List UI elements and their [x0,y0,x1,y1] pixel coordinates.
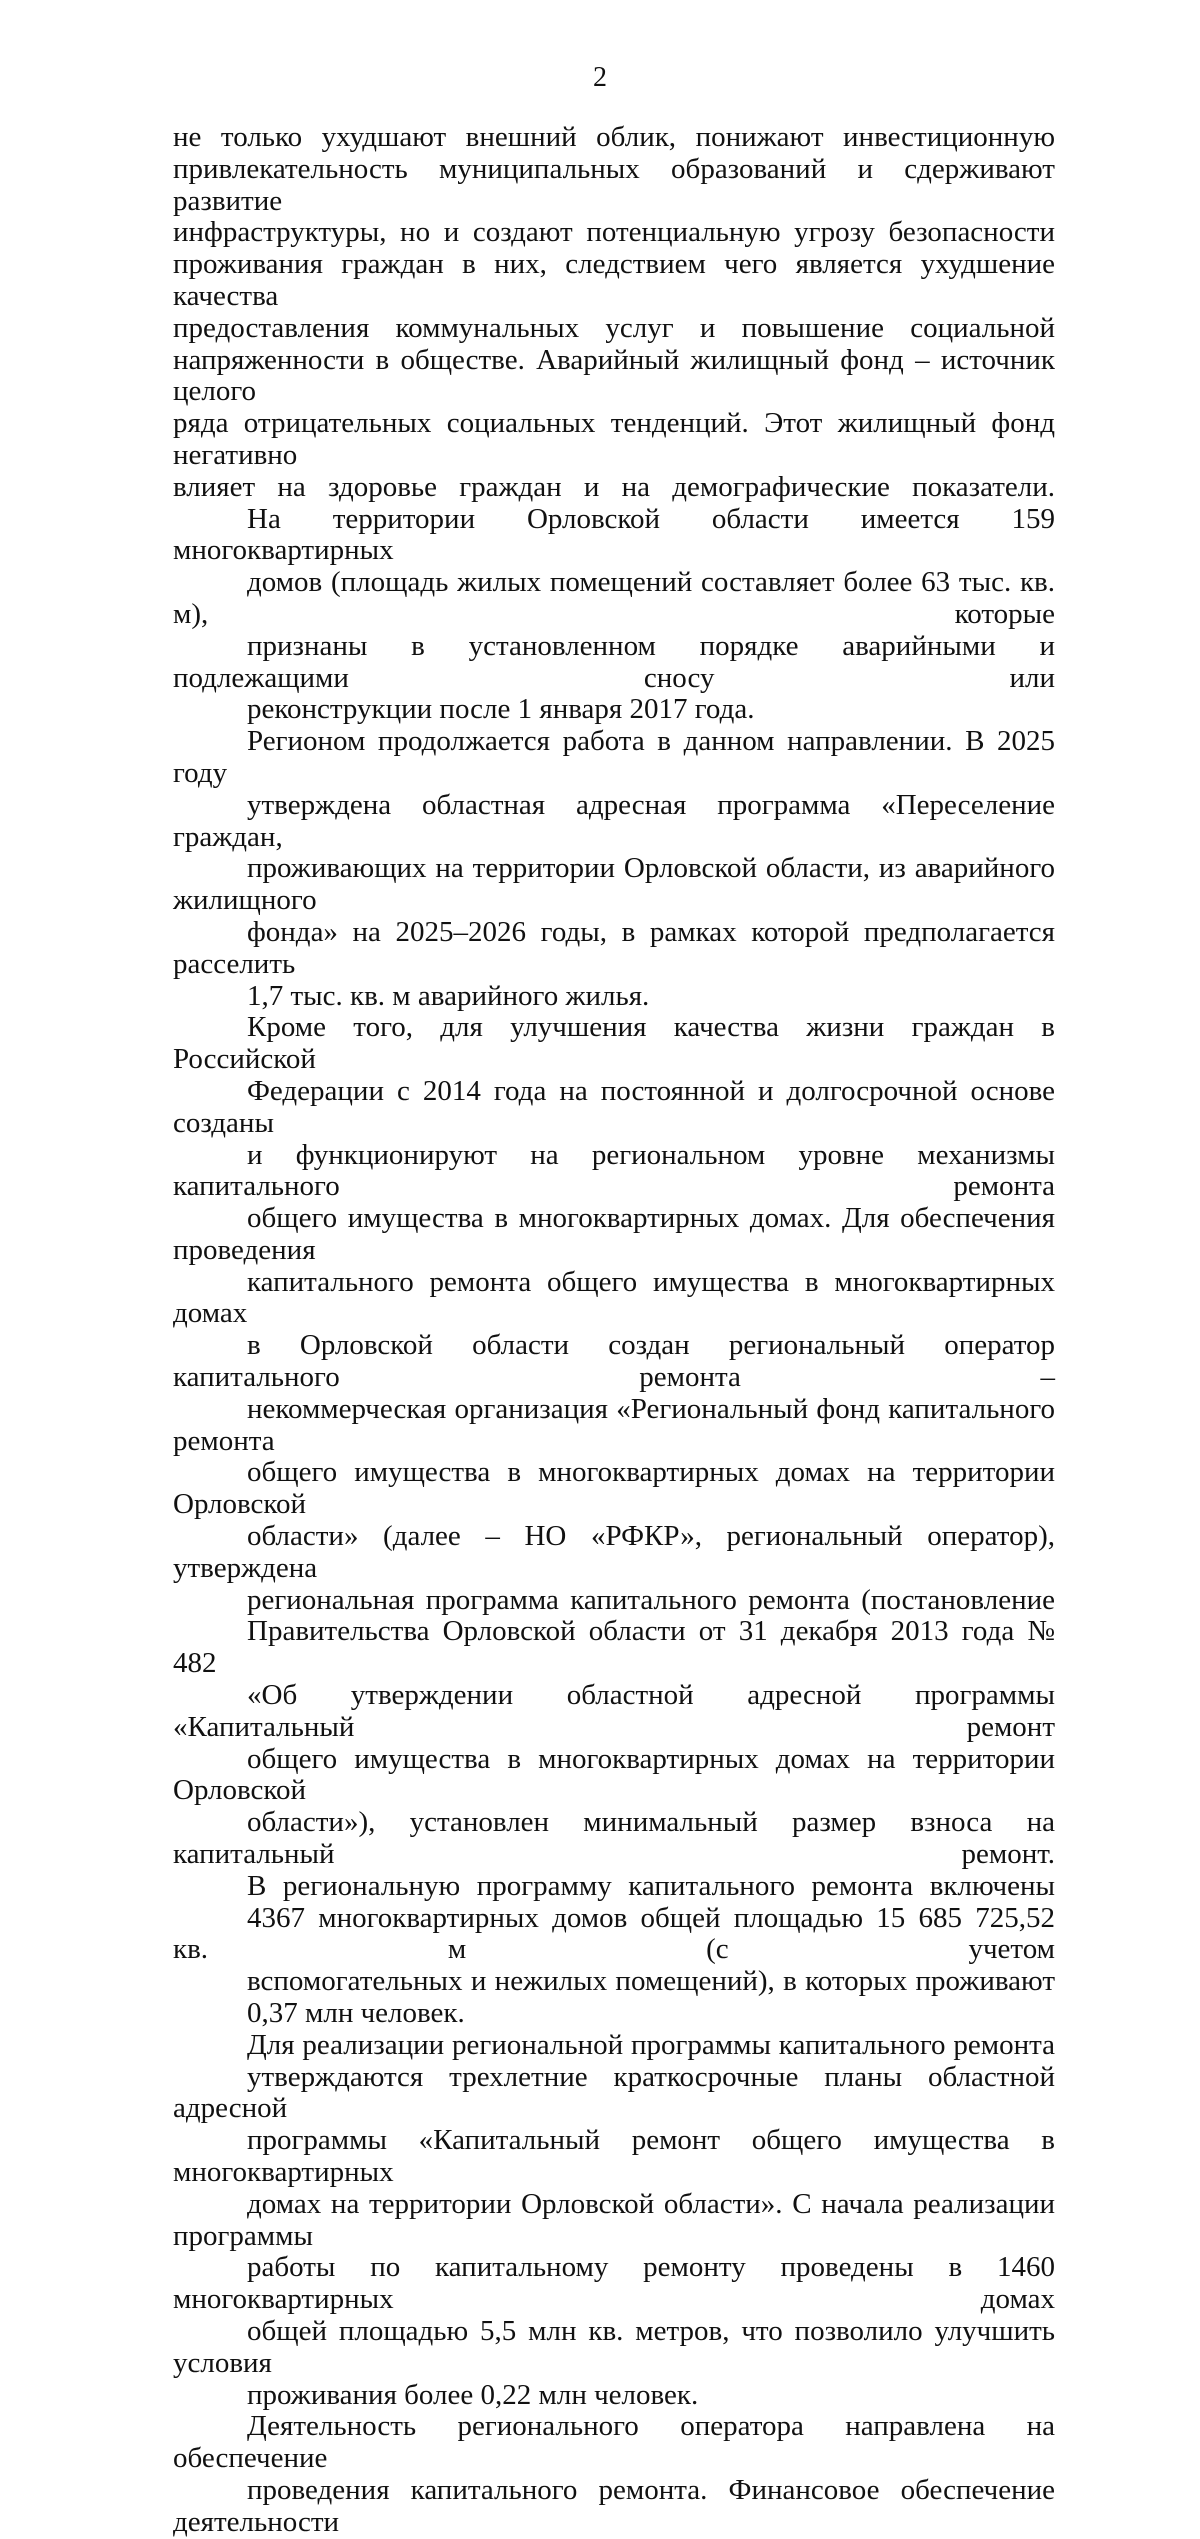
paragraph-1 [173,122,1055,504]
document-line: в Орловской области создан региональный оператор капитального ремонта – [173,1329,1055,1394]
document-line: реконструкции после 1 января 2017 года. [247,693,755,726]
document-line: фонда» на 2025–2026 годы, в рамках которой предполагается расселить [173,915,1055,980]
document-line: предоставления коммунальных услуг и повышение социальной [173,311,1055,344]
document-line: проживания граждан в них, следствием чего является ухудшение качества [173,248,1055,312]
document-line: напряженности в обществе. Аварийный жилищный фонд – источник целого [173,343,1055,408]
document-line: На территории Орловской области имеется 159 многоквартирных [173,502,1055,567]
document-line: утверждаются трехлетние краткосрочные планы областной адресной [173,2060,1055,2125]
document-line: капитального ремонта общего имущества в многоквартирных домах [173,1265,1055,1330]
document-line: В региональную программу капитального ремонта включены [247,1869,1055,1902]
document-line: домах на территории Орловской области». С начала реализации программы [173,2187,1055,2252]
document-line: 1,7 тыс. кв. м аварийного жилья. [247,979,650,1012]
document-line: влияет на здоровье граждан и на демографические показатели. [173,470,1055,503]
document-line: области»), установлен минимальный размер взноса на капитальный ремонт. [173,1806,1055,1871]
document-line: Регионом продолжается работа в данном направлении. В 2025 году [173,725,1055,789]
document-line: Для реализации региональной программы капитального ремонта [247,2028,1055,2061]
document-line: утверждена областная адресная программа «Переселение граждан, [173,788,1055,853]
document-line: привлекательность муниципальных образований и сдерживают развитие [173,152,1055,217]
document-line: работы по капитальному ремонту проведены в 1460 многоквартирных домах [173,2251,1055,2316]
paragraph-5 [173,1871,1055,2030]
document-line: Федерации с 2014 года на постоянной и долгосрочной основе созданы [173,1074,1055,1139]
document-line: 0,37 млн человек. [247,1997,465,2030]
paragraph-2 [173,504,1055,727]
document-line: Деятельность регионального оператора направлена на обеспечение [173,2410,1055,2475]
document-line: инфраструктуры, но и создают потенциальную угрозу безопасности [173,216,1055,249]
document-line: и функционируют на региональном уровне механизмы капитального ремонта [173,1138,1055,1203]
document-line: общего имущества в многоквартирных домах на территории Орловской [173,1742,1055,1807]
document-line: общей площадью 5,5 млн кв. метров, что позволило улучшить условия [173,2314,1055,2379]
document-line: вспомогательных и нежилых помещений), в которых проживают [247,1965,1055,1998]
paragraph-6 [173,2030,1055,2412]
document-line: «Об утверждении областной адресной программы «Капитальный ремонт [173,1679,1055,1743]
document-line: проживающих на территории Орловской области, из аварийного жилищного [173,852,1055,917]
paragraph-3 [173,726,1055,1012]
document-line: общего имущества в многоквартирных домах. Для обеспечения проведения [173,1202,1055,1266]
document-body [173,122,1055,2539]
document-line: региональная программа капитального ремонта (постановление [247,1583,1055,1616]
paragraph-7 [173,2411,1055,2538]
document-line: ряда отрицательных социальных тенденций. Этот жилищный фонд негативно [173,407,1055,471]
document-line: Кроме того, для улучшения качества жизни граждан в Российской [173,1011,1055,1076]
document-line: домов (площадь жилых помещений составляет более 63 тыс. кв. м), которые [173,566,1055,630]
document-line: некоммерческая организация «Региональный фонд капитального ремонта [173,1392,1055,1457]
document-line: области» (далее – НО «РФКР», региональный оператор), утверждена [173,1520,1055,1584]
document-line: Правительства Орловской области от 31 декабря 2013 года № 482 [173,1615,1055,1680]
document-line: признаны в установленном порядке аварийными и подлежащими сносу или [173,629,1055,694]
paragraph-4 [173,1012,1055,1871]
document-line: проживания более 0,22 млн человек. [247,2378,699,2411]
document-line: общего имущества в многоквартирных домах на территории Орловской [173,1456,1055,1521]
document-line: не только ухудшают внешний облик, понижают инвестиционную [173,121,1055,153]
document-line: программы «Капитальный ремонт общего имущества в многоквартирных [173,2124,1055,2188]
document-line: проведения капитального ремонта. Финансовое обеспечение деятельности [173,2473,1055,2538]
page-number: 2 [593,62,607,93]
document-line: 4367 многоквартирных домов общей площадью 15 685 725,52 кв. м (с учетом [173,1901,1055,1966]
